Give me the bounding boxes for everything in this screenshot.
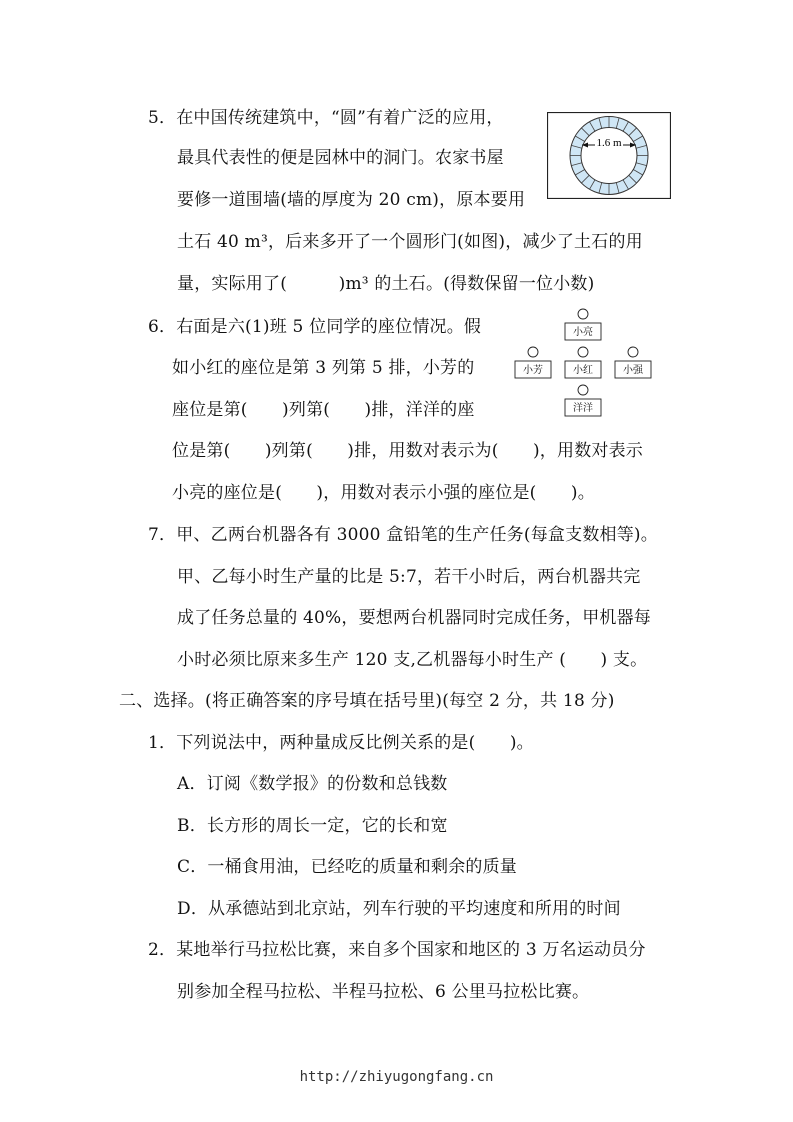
q6-line-2: 如小红的座位是第 3 列第 5 排，小芳的 [172,358,475,378]
q6-line-1: 6．右面是六(1)班 5 位同学的座位情况。假 [148,317,482,337]
seat-label-xiaohong: 小红 [573,365,593,376]
seat-head-icon [528,347,538,357]
c2-line-2: 别参加全程马拉松、半程马拉松、6 公里马拉松比赛。 [177,982,590,1002]
q5-line-3: 要修一道围墙(墙的厚度为 20 cm)，原本要用 [177,190,526,210]
seating-chart-figure [512,306,664,420]
q6-line-3: 座位是第( )列第( )排，洋洋的座 [172,400,475,420]
seat-head-icon [628,347,638,357]
q7-line-3: 成了任务总量的 40%，要想两台机器同时完成任务，甲机器每 [177,608,651,628]
seat-label-yangyang: 洋洋 [573,403,593,414]
c2-line-1: 2．某地举行马拉松比赛，来自多个国家和地区的 3 万名运动员分 [148,940,646,960]
q7-line-2: 甲、乙每小时生产量的比是 5:7，若干小时后，两台机器共完 [177,567,641,587]
round-gate-figure [547,112,671,199]
seat-label-xiaoliang: 小亮 [573,327,593,338]
seat-label-xiaofang: 小芳 [523,365,543,376]
gate-diameter-label: 1.6 m [596,137,622,149]
q6-line-5: 小亮的座位是( )，用数对表示小强的座位是( )。 [172,483,595,503]
q5-line-2: 最具代表性的便是园林中的洞门。农家书屋 [177,148,504,168]
c1-stem: 1．下列说法中，两种量成反比例关系的是( )。 [148,733,534,753]
seat-head-icon [578,347,588,357]
seat-label-xiaoqiang: 小强 [623,365,643,376]
seat-head-icon [578,309,588,319]
q7-line-4: 小时必须比原来多生产 120 支,乙机器每小时生产 ( ) 支。 [177,650,648,670]
section-heading: 二、选择。(将正确答案的序号填在括号里)(每空 2 分，共 18 分) [119,691,615,711]
c1-option-d: D．从承德站到北京站，列车行驶的平均速度和所用的时间 [177,899,621,919]
c1-option-a: A．订阅《数学报》的份数和总钱数 [177,774,448,794]
q7-line-1: 7．甲、乙两台机器各有 3000 盒铅笔的生产任务(每盒支数相等)。 [148,525,658,545]
c1-option-c: C．一桶食用油，已经吃的质量和剩余的质量 [177,857,518,877]
q5-line-4: 土石 40 m³，后来多开了一个圆形门(如图)，减少了土石的用 [177,232,643,252]
q5-line-1: 5．在中国传统建筑中，“圆”有着广泛的应用， [148,108,504,128]
q5-line-5: 量，实际用了( )m³ 的土石。(得数保留一位小数) [177,274,595,294]
seat-head-icon [578,385,588,395]
footer-url: http://zhiyugongfang.cn [299,1069,494,1085]
q6-line-4: 位是第( )列第( )排，用数对表示为( )，用数对表示 [172,441,643,461]
c1-option-b: B．长方形的周长一定，它的长和宽 [177,816,448,836]
